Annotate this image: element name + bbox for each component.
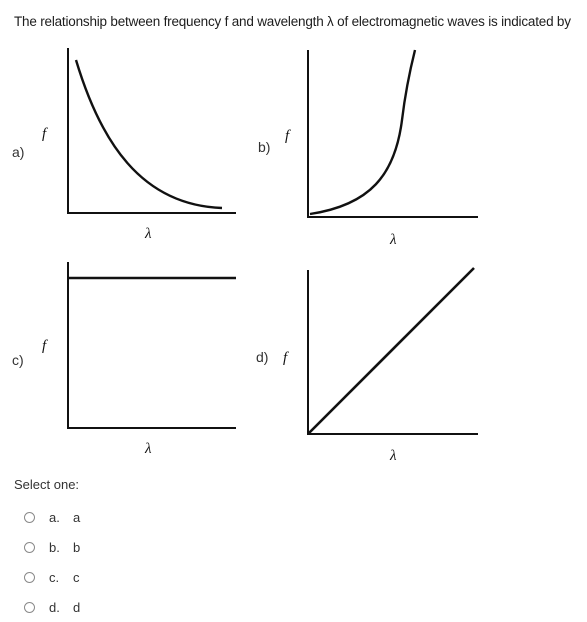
graph-b-axes xyxy=(308,50,478,217)
question-text: The relationship between frequency f and wavelength λ of electromagnetic waves is indicated by xyxy=(14,14,571,29)
graph-c xyxy=(12,262,236,457)
graph-d-label: d) xyxy=(256,349,269,365)
graph-a-axes xyxy=(68,48,236,213)
answer-option-b[interactable] xyxy=(24,532,80,562)
graph-a-curve xyxy=(76,60,222,208)
graph-b-curve xyxy=(310,50,415,214)
option-text: c xyxy=(73,569,80,585)
graph-c-label: c) xyxy=(12,352,24,368)
graph-d-line xyxy=(308,268,474,434)
answer-options xyxy=(24,502,80,622)
radio-icon[interactable] xyxy=(24,602,35,613)
select-one-prompt: Select one: xyxy=(14,477,80,492)
graph-b xyxy=(258,50,478,248)
option-text: a xyxy=(73,509,81,525)
graph-a-y-label: f xyxy=(42,126,47,142)
graph-d-x-label: λ xyxy=(390,448,397,464)
graph-a-x-label: λ xyxy=(145,226,152,242)
answer-option-c[interactable] xyxy=(24,562,80,592)
graph-d xyxy=(256,268,478,464)
answer-option-d[interactable] xyxy=(24,592,80,622)
graph-b-y-label: f xyxy=(285,128,290,144)
graph-c-axes xyxy=(68,262,236,428)
option-letter: c. xyxy=(49,569,60,585)
graph-c-x-label: λ xyxy=(145,441,152,457)
graph-c-y-label: f xyxy=(42,338,47,354)
graph-b-label: b) xyxy=(258,139,271,155)
option-text: d xyxy=(73,599,81,615)
graph-d-y-label: f xyxy=(283,350,288,366)
option-text: b xyxy=(73,539,81,555)
option-letter: d. xyxy=(49,599,60,615)
radio-icon[interactable] xyxy=(24,572,35,583)
answer-option-a[interactable] xyxy=(24,502,80,532)
option-letter: a. xyxy=(49,509,60,525)
option-letter: b. xyxy=(49,539,60,555)
radio-icon[interactable] xyxy=(24,512,35,523)
graph-a xyxy=(12,48,236,242)
graph-b-x-label: λ xyxy=(390,232,397,248)
radio-icon[interactable] xyxy=(24,542,35,553)
graph-a-label: a) xyxy=(12,144,25,160)
